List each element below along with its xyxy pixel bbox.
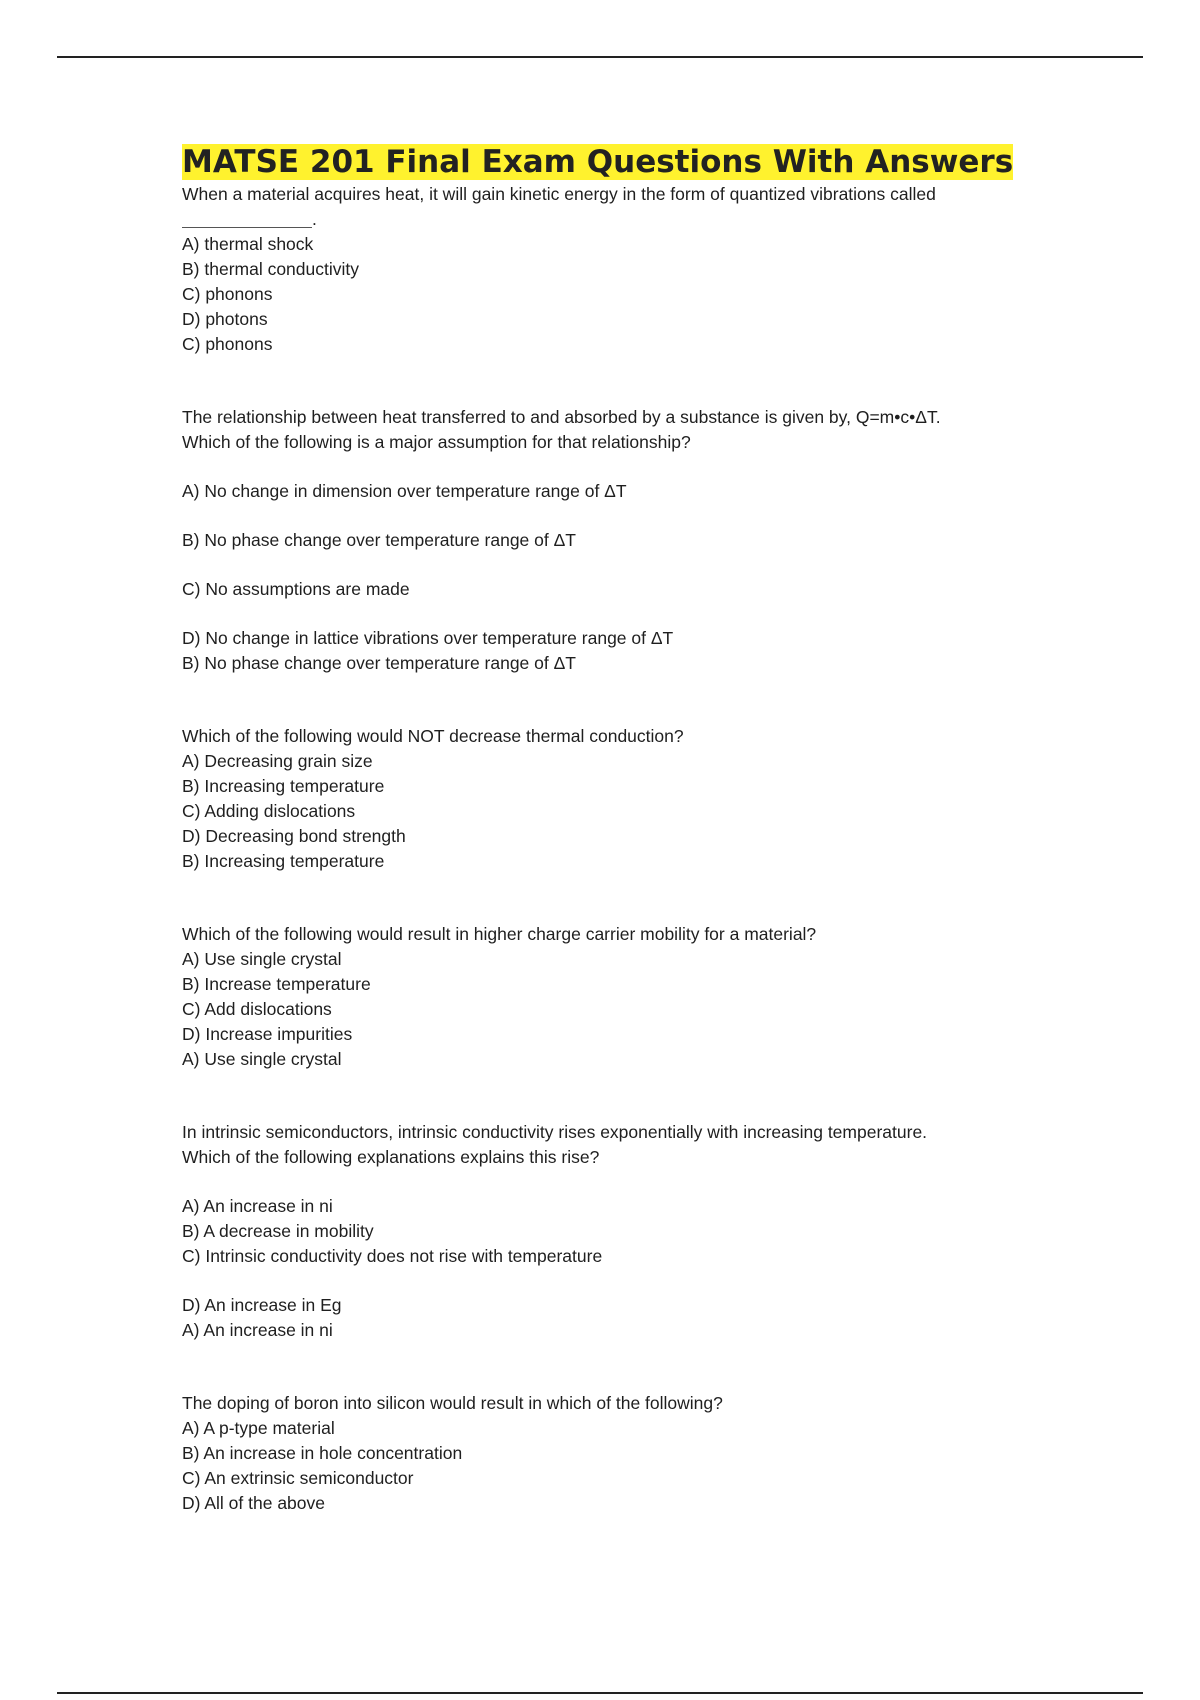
question-text: Which of the following would NOT decrease thermal conduction? (182, 726, 684, 746)
question-block-3 (182, 724, 1032, 874)
option-d: D) All of the above (182, 1493, 325, 1513)
option-c: C) Intrinsic conductivity does not rise with temperature (182, 1246, 603, 1266)
answer-line: A) An increase in ni (182, 1320, 333, 1340)
question-text: The relationship between heat transferred to and absorbed by a substance is given by, Q=m•c•ΔT. (182, 407, 941, 427)
option-a: A) Decreasing grain size (182, 751, 373, 771)
document-body (182, 143, 1032, 1516)
answer-line: B) No phase change over temperature range of ΔT (182, 653, 576, 673)
answer-line: C) phonons (182, 334, 273, 354)
option-d: D) Decreasing bond strength (182, 826, 406, 846)
option-d: D) An increase in Eg (182, 1295, 342, 1315)
option-b: B) thermal conductivity (182, 259, 360, 279)
question-block-6 (182, 1391, 1032, 1516)
option-b: B) Increasing temperature (182, 776, 385, 796)
option-c: C) phonons (182, 284, 273, 304)
option-d: D) photons (182, 309, 268, 329)
option-a: A) thermal shock (182, 234, 314, 254)
question-text: The doping of boron into silicon would result in which of the following? (182, 1393, 723, 1413)
question-text-cont: Which of the following explanations explains this rise? (182, 1147, 600, 1167)
option-c: C) No assumptions are made (182, 579, 410, 599)
question-text-cont: Which of the following is a major assumption for that relationship? (182, 432, 691, 452)
option-c: C) Adding dislocations (182, 801, 356, 821)
option-b: B) Increase temperature (182, 974, 371, 994)
title-highlight: MATSE 201 Final Exam Questions With Answers (182, 144, 1014, 180)
option-b: B) A decrease in mobility (182, 1221, 374, 1241)
question-text: When a material acquires heat, it will gain kinetic energy in the form of quantized vibrations called (182, 184, 936, 204)
option-b: B) An increase in hole concentration (182, 1443, 463, 1463)
answer-line: A) Use single crystal (182, 1049, 342, 1069)
answer-line: B) Increasing temperature (182, 851, 385, 871)
question-text: Which of the following would result in higher charge carrier mobility for a material? (182, 924, 817, 944)
page-title (182, 143, 1032, 182)
option-c: C) Add dislocations (182, 999, 332, 1019)
top-rule (57, 56, 1143, 58)
blank-underline (182, 209, 312, 228)
question-block-1 (182, 182, 1032, 357)
option-a: A) Use single crystal (182, 949, 342, 969)
option-d: D) No change in lattice vibrations over temperature range of ΔT (182, 628, 674, 648)
option-a: A) No change in dimension over temperature range of ΔT (182, 481, 627, 501)
option-c: C) An extrinsic semiconductor (182, 1468, 414, 1488)
option-a: A) An increase in ni (182, 1196, 333, 1216)
question-block-4 (182, 922, 1032, 1072)
bottom-rule (57, 1692, 1143, 1694)
question-block-2 (182, 405, 1032, 676)
question-text: In intrinsic semiconductors, intrinsic conductivity rises exponentially with increasing temperature. (182, 1122, 928, 1142)
option-a: A) A p-type material (182, 1418, 335, 1438)
question-block-5 (182, 1120, 1032, 1343)
option-d: D) Increase impurities (182, 1024, 353, 1044)
option-b: B) No phase change over temperature range of ΔT (182, 530, 576, 550)
answer-blank: . (182, 207, 1032, 232)
